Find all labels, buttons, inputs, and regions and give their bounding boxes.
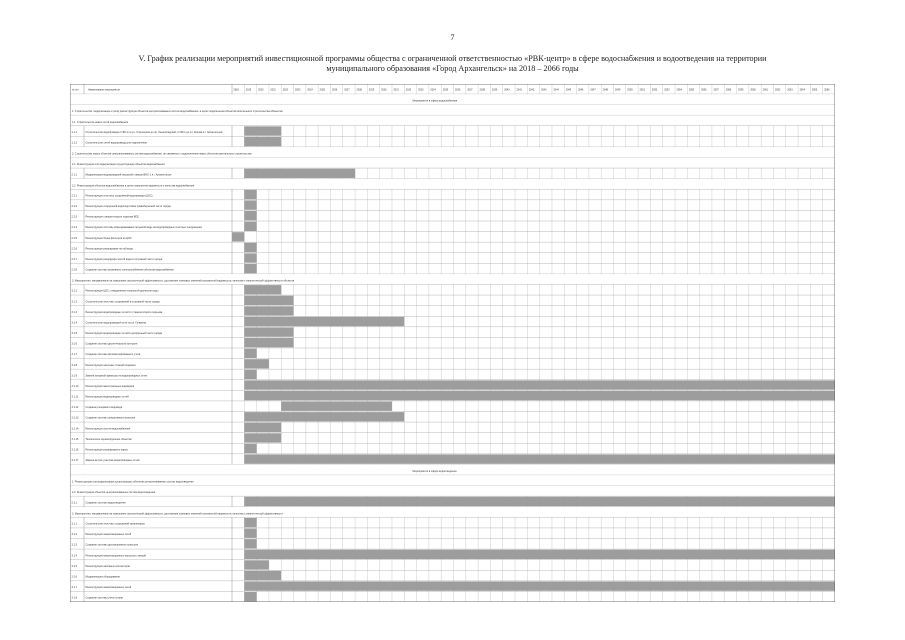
row-number: 3.1.3 bbox=[71, 310, 78, 314]
row-number: 3.1.11 bbox=[71, 395, 79, 399]
section-title: 1. Строительство, модернизация и (или) реконструкция объектов централизованных систем водоснабжения, в целях подключения объектов капитального строительства абонентов bbox=[72, 110, 283, 114]
row-name: Строительство очистных сооружений канализации bbox=[85, 522, 145, 526]
row-number: 3.1.17 bbox=[71, 459, 79, 463]
header-year: 2059 bbox=[738, 88, 744, 92]
header-year: 2064 bbox=[799, 88, 805, 92]
schedule-bar bbox=[244, 211, 256, 220]
row-number: 1.1.2 bbox=[71, 141, 78, 145]
row-name: Создание системы водоотведения bbox=[85, 501, 126, 505]
row-number: 3.1.2 bbox=[71, 533, 78, 537]
row-name: Реконструкция водопроводных сетей от станции второго подъема bbox=[85, 310, 163, 314]
row-number: 2.2.6 bbox=[71, 247, 78, 251]
header-year: 2048 bbox=[602, 88, 609, 92]
header-year: 2023 bbox=[295, 88, 301, 92]
schedule-table bbox=[70, 84, 835, 602]
header-year: 2040 bbox=[504, 88, 510, 92]
row-number: 3.1.4 bbox=[71, 321, 78, 325]
row-name: Модернизация оборудования bbox=[85, 575, 120, 579]
header-num: № п/п bbox=[72, 88, 79, 92]
row-name: Строительство водопроводной сети по ул. Гагарина bbox=[85, 321, 146, 325]
header-year: 2050 bbox=[627, 88, 633, 92]
schedule-bar bbox=[244, 190, 256, 199]
header-year: 2044 bbox=[553, 88, 559, 92]
schedule-bar bbox=[244, 518, 256, 527]
row-number: 1.1.1 bbox=[71, 130, 78, 134]
header-year: 2062 bbox=[774, 88, 781, 92]
row-name: Реконструкция сооружений водоподготовки правобережной части города bbox=[85, 205, 171, 209]
header-year: 2052 bbox=[651, 88, 658, 92]
schedule-bar bbox=[244, 317, 404, 326]
row-number: 2.2.4 bbox=[71, 226, 78, 230]
header-year: 2058 bbox=[725, 88, 732, 92]
row-number: 3.1.6 bbox=[71, 575, 78, 579]
schedule-bar bbox=[244, 359, 269, 368]
schedule-bar bbox=[244, 306, 293, 315]
schedule-bar bbox=[232, 232, 244, 241]
schedule-bar bbox=[244, 550, 835, 559]
schedule-bar bbox=[244, 200, 256, 209]
header-year: 2034 bbox=[430, 88, 436, 92]
header-year: 2045 bbox=[565, 88, 572, 92]
row-number: 3.1.5 bbox=[71, 564, 78, 568]
row-name: Реконструкция напорных коллекторов bbox=[85, 564, 130, 568]
header-year: 2030 bbox=[381, 88, 387, 92]
header-year: 2057 bbox=[713, 88, 719, 92]
row-name: Реконструкция очистных сооружений водопровода (ЦОС) bbox=[85, 194, 153, 198]
row-name: Реконструкция водопроводных сетей в центральной части города bbox=[85, 332, 163, 336]
section-title: Мероприятия в сфере водоснабжения bbox=[412, 99, 458, 103]
schedule-bar bbox=[244, 380, 835, 389]
row-name: Реконструкция резервуарного парка bbox=[85, 448, 128, 452]
section-title: 2. Строительство новых объектов централизованных систем водоснабжения, не связанных с подключением новых объектов капитального строительства bbox=[72, 152, 252, 156]
row-number: 2.1.1 bbox=[71, 173, 78, 177]
header-year: 2041 bbox=[516, 88, 522, 92]
row-name: Модернизация водопроводной насосной станции ВНС-1 в г. Архангельске bbox=[85, 173, 172, 177]
header-year: 2032 bbox=[405, 88, 412, 92]
header-year: 2020 bbox=[258, 88, 264, 92]
row-name: Реконструкция насосных станций подкачки bbox=[85, 363, 136, 367]
title-line-1: V. График реализации мероприятий инвестиционной программы общества с ограниченной ответственностью «РВК-центр» в сфере водоснабжения и водоотведения на территории bbox=[138, 54, 767, 63]
row-name: Создание резервного водовода bbox=[85, 406, 123, 410]
schedule-bar bbox=[244, 126, 281, 135]
header-year: 2042 bbox=[528, 88, 535, 92]
header-year: 2031 bbox=[393, 88, 399, 92]
header-year: 2024 bbox=[307, 88, 313, 92]
schedule-bar bbox=[244, 264, 256, 273]
schedule-bar bbox=[244, 592, 256, 601]
row-number: 3.1.4 bbox=[71, 554, 78, 558]
header-year: 2061 bbox=[762, 88, 768, 92]
row-name: Реконструкция магистральных водоводов bbox=[85, 384, 135, 388]
row-number: 3.1.10 bbox=[71, 384, 79, 388]
title-line-2: муниципального образования «Город Архангельск» на 2018 – 2066 годы bbox=[326, 64, 579, 73]
header-year: 2047 bbox=[590, 88, 596, 92]
header-year: 2054 bbox=[676, 88, 682, 92]
row-number: 3.1.16 bbox=[71, 448, 79, 452]
header-year: 2025 bbox=[319, 88, 325, 92]
row-name: Реконструкция резервуара чистой воды в островной части города bbox=[85, 257, 163, 261]
header-year: 2051 bbox=[639, 88, 645, 92]
header-year: 2055 bbox=[688, 88, 695, 92]
row-name: Строительство очистных сооружений в островной части города bbox=[85, 300, 160, 304]
header-year: 2053 bbox=[664, 88, 670, 92]
row-number: 3.1.8 bbox=[71, 596, 78, 600]
row-name: Реконструкция канализационных насосных станций bbox=[85, 554, 146, 558]
row-name: Реконструкция канализационных сетей bbox=[85, 533, 132, 537]
header-year: 2019 bbox=[245, 88, 252, 92]
header-year: 2018 bbox=[233, 88, 239, 92]
row-number: 3.1.2 bbox=[71, 300, 78, 304]
document-title bbox=[120, 54, 785, 74]
header-year: 2066 bbox=[824, 88, 830, 92]
row-number: 3.1.5 bbox=[71, 332, 78, 336]
header-year: 2035 bbox=[442, 88, 449, 92]
row-number: 3.1.1 bbox=[71, 522, 78, 526]
row-name: Создание системы автоматизированного учета bbox=[85, 353, 141, 357]
header-year: 2049 bbox=[614, 88, 621, 92]
header-year: 2046 bbox=[578, 88, 584, 92]
schedule-bar bbox=[244, 497, 835, 506]
section-title: 1. Реконструкция или модернизация существующих объектов централизованных систем водоотведения bbox=[72, 480, 194, 484]
section-title: 2.2. Реконструкция объектов централизованных систем водоотведения bbox=[72, 491, 156, 495]
row-name: Реконструкция ЦОС с внедрением технологий доочистки воды bbox=[85, 289, 159, 293]
header-year: 2063 bbox=[787, 88, 793, 92]
header-year: 2056 bbox=[701, 88, 707, 92]
row-name: Замена запорной арматуры на водопроводных сетях bbox=[85, 374, 148, 378]
schedule-bar bbox=[244, 539, 256, 548]
schedule-bar bbox=[244, 454, 835, 463]
row-number: 3.1.13 bbox=[71, 416, 79, 420]
header-year: 2027 bbox=[344, 88, 350, 92]
row-name: Строительство водопровода от ВК-1 по ул. Стрелецкая до пр. Ленинградский, от ВК-1 до ул. Кирова в г. Архангельске bbox=[85, 130, 223, 134]
header-year: 2021 bbox=[270, 88, 276, 92]
row-name: Реконструкция блока фильтров на ЦОС bbox=[85, 236, 132, 240]
schedule-bar bbox=[281, 402, 392, 411]
schedule-bar bbox=[244, 285, 281, 294]
header-year: 2065 bbox=[811, 88, 818, 92]
row-number: 3.1.12 bbox=[71, 406, 79, 410]
row-name: Создание системы дистанционного контроля bbox=[85, 543, 138, 547]
schedule-bar bbox=[244, 412, 404, 421]
row-name: Создание системы оперативного контроля bbox=[85, 416, 136, 420]
row-name: Реконструкция станции второго подъема ВОС bbox=[85, 215, 140, 219]
header-year: 2028 bbox=[356, 88, 362, 92]
header-year: 2022 bbox=[282, 88, 289, 92]
header-year: 2060 bbox=[750, 88, 756, 92]
schedule-bar bbox=[244, 529, 256, 538]
header-year: 2037 bbox=[467, 88, 473, 92]
section-title: 2.2. Реконструкция объектов водоснабжения в целях повышения надежности и качества водоснабжения bbox=[72, 184, 195, 188]
row-name: Создание системы учета стоков bbox=[85, 596, 123, 600]
header-year: 2036 bbox=[455, 88, 461, 92]
row-number: 2.2.8 bbox=[71, 268, 78, 272]
schedule-bar bbox=[244, 560, 269, 569]
schedule-bar bbox=[244, 243, 256, 252]
header-year: 2033 bbox=[418, 88, 424, 92]
row-number: 2.2.1 bbox=[71, 194, 78, 198]
row-name: Реконструкция систем водоснабжения bbox=[85, 427, 131, 431]
row-number: 2.2.1 bbox=[71, 501, 78, 505]
row-number: 2.2.3 bbox=[71, 215, 78, 219]
row-number: 3.1.1 bbox=[71, 289, 78, 293]
row-name: Техническое перевооружение объектов bbox=[85, 437, 132, 441]
row-number: 3.1.9 bbox=[71, 374, 78, 378]
section-row bbox=[70, 158, 834, 168]
schedule-bar bbox=[244, 338, 293, 347]
schedule-bar bbox=[244, 222, 256, 231]
header-year: 2026 bbox=[331, 88, 338, 92]
schedule-bar bbox=[244, 137, 281, 146]
row-number: 3.1.3 bbox=[71, 543, 78, 547]
schedule-bar bbox=[244, 423, 281, 432]
row-number: 3.1.6 bbox=[71, 342, 78, 346]
row-number: 2.2.7 bbox=[71, 257, 78, 261]
page-number: 7 bbox=[450, 33, 455, 42]
schedule-bar bbox=[244, 327, 293, 336]
schedule-bar bbox=[244, 169, 355, 178]
header-year: 2039 bbox=[491, 88, 498, 92]
section-title: 1.1. Строительство новых сетей водоснабжения bbox=[72, 120, 129, 124]
row-number: 3.1.15 bbox=[71, 437, 79, 441]
section-title: 3. Мероприятия, направленные на повышение экологической эффективности, достижение плановых значений показателей надежности, качества и энергетической эффективности объектов bbox=[72, 279, 295, 283]
section-title: Мероприятия в сфере водоотведения bbox=[412, 470, 457, 474]
row-name: Реконструкция системы обеззараживания питьевой воды на водопроводных очистных сооружениях bbox=[85, 226, 203, 230]
schedule-bar bbox=[244, 253, 256, 262]
row-number: 2.2.2 bbox=[71, 205, 78, 209]
header-year: 2043 bbox=[541, 88, 547, 92]
row-name: Создание системы диспетчерского контроля bbox=[85, 342, 138, 346]
header-year: 2029 bbox=[368, 88, 375, 92]
row-name: Реконструкция резервуаров чистой воды bbox=[85, 247, 134, 251]
row-number: 3.1.7 bbox=[71, 586, 78, 590]
schedule-bar bbox=[244, 444, 256, 453]
schedule-bar bbox=[244, 370, 256, 379]
row-name: Реконструкция водопроводных сетей bbox=[85, 395, 129, 399]
row-name: Создание системы резервного электроснабжения объектов водоснабжения bbox=[85, 268, 174, 272]
row-name: Строительство сетей водопровода для подключения bbox=[85, 141, 147, 145]
schedule-bar bbox=[244, 571, 281, 580]
section-row bbox=[70, 115, 834, 125]
schedule-bar bbox=[244, 296, 293, 305]
header-name: Наименование мероприятия bbox=[88, 88, 120, 92]
schedule-bar bbox=[244, 391, 835, 400]
row-number: 3.1.8 bbox=[71, 363, 78, 367]
row-number: 2.2.5 bbox=[71, 236, 78, 240]
schedule-bar bbox=[244, 349, 256, 358]
row-name: Замена ветхих участков водопроводных сетей bbox=[85, 459, 140, 463]
row-name: Реконструкция канализационных сетей bbox=[85, 586, 132, 590]
section-title: 2.1. Реконструкция или модернизация существующих объектов водоснабжения bbox=[72, 163, 165, 167]
schedule-bar bbox=[244, 433, 281, 442]
row-number: 3.1.7 bbox=[71, 353, 78, 357]
header-year: 2038 bbox=[479, 88, 485, 92]
row-number: 3.1.14 bbox=[71, 427, 79, 431]
schedule-bar bbox=[244, 581, 835, 590]
section-row bbox=[70, 486, 834, 496]
section-title: 3. Мероприятия, направленные на повышение экологической эффективности, достижение плановых значений показателей надежности, качества и энергетической эффективности bbox=[72, 512, 283, 516]
